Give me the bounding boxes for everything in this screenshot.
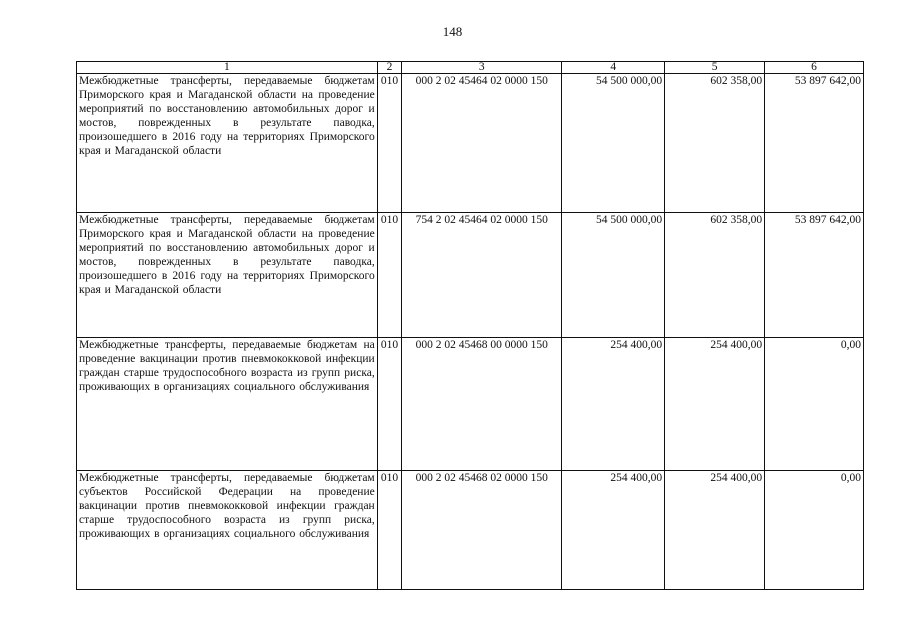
column-header-2: 2 [377, 62, 401, 74]
row-value-col6: 0,00 [765, 338, 864, 471]
row-description: Межбюджетные трансферты, передаваемые бюджетам субъектов Российской Федерации на проведение вакцинации против пневмококковой инфекции граждан старше трудоспособного возраста из групп риска, проживающих в организациях социального обслуживания [77, 471, 378, 590]
column-header-5: 5 [665, 62, 765, 74]
row-description: Межбюджетные трансферты, передаваемые бюджетам на проведение вакцинации против пневмококковой инфекции граждан старше трудоспособного возраста из групп риска, проживающих в организациях социального обслуживания [77, 338, 378, 471]
table-header-row [77, 62, 864, 74]
row-value-col5: 602 358,00 [665, 213, 765, 338]
table-row [77, 213, 864, 338]
row-budget-classification-code: 754 2 02 45464 02 0000 150 [402, 213, 562, 338]
row-value-col4: 254 400,00 [562, 471, 665, 590]
row-value-col4: 54 500 000,00 [562, 213, 665, 338]
column-header-6: 6 [765, 62, 864, 74]
row-value-col5: 602 358,00 [665, 74, 765, 213]
row-value-col6: 53 897 642,00 [765, 213, 864, 338]
row-value-col4: 54 500 000,00 [562, 74, 665, 213]
row-value-col5: 254 400,00 [665, 471, 765, 590]
row-description: Межбюджетные трансферты, передаваемые бюджетам Приморского края и Магаданской области на проведение мероприятий по восстановлению автомобильных дорог и мостов, поврежденных в результате паводка, произошедшего в 2016 году на территориях Приморского края и Магаданской области [77, 74, 378, 213]
column-header-1: 1 [77, 62, 378, 74]
row-value-col5: 254 400,00 [665, 338, 765, 471]
row-value-col6: 0,00 [765, 471, 864, 590]
row-code: 010 [377, 338, 401, 471]
row-budget-classification-code: 000 2 02 45464 02 0000 150 [402, 74, 562, 213]
column-header-4: 4 [562, 62, 665, 74]
row-description: Межбюджетные трансферты, передаваемые бюджетам Приморского края и Магаданской области на проведение мероприятий по восстановлению автомобильных дорог и мостов, поврежденных в результате паводка, произошедшего в 2016 году на территориях Приморского края и Магаданской области [77, 213, 378, 338]
row-code: 010 [377, 471, 401, 590]
row-code: 010 [377, 213, 401, 338]
row-code: 010 [377, 74, 401, 213]
column-header-3: 3 [402, 62, 562, 74]
budget-table [76, 61, 864, 590]
page-number: 148 [442, 24, 463, 39]
row-value-col4: 254 400,00 [562, 338, 665, 471]
table-row [77, 338, 864, 471]
row-value-col6: 53 897 642,00 [765, 74, 864, 213]
table-row [77, 471, 864, 590]
row-budget-classification-code: 000 2 02 45468 00 0000 150 [402, 338, 562, 471]
row-budget-classification-code: 000 2 02 45468 02 0000 150 [402, 471, 562, 590]
table-row [77, 74, 864, 213]
